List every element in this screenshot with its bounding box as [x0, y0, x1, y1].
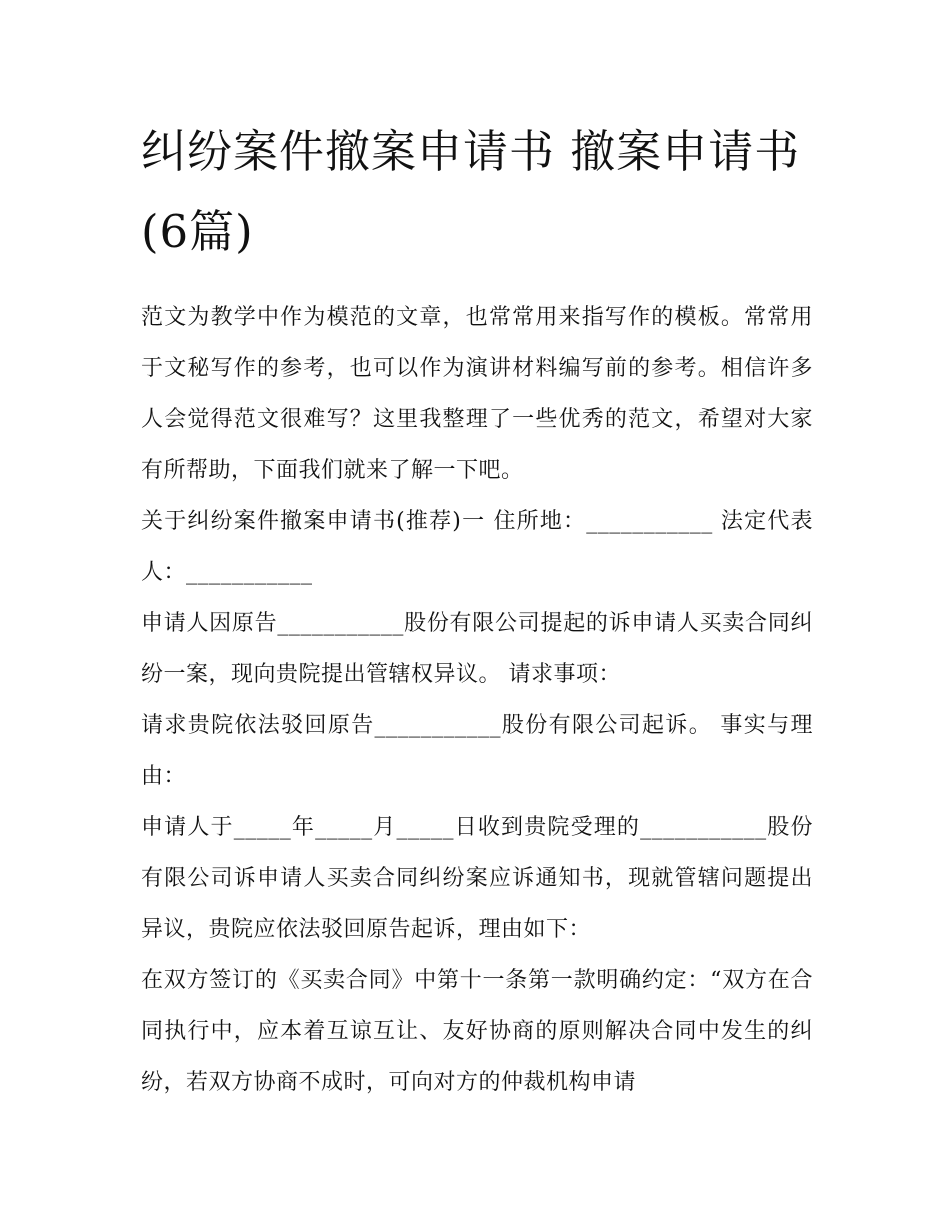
paragraph-contract-clause: 在双方签订的《买卖合同》中第十一条第一款明确约定：“双方在合同执行中，应本着互谅互让、友好协商的原则解决合同中发生的纠纷，若双方协商不成时，可向对方的仲裁机构申请	[141, 968, 813, 1095]
paragraph-intro: 范文为教学中作为模范的文章，也常常用来指写作的模板。常常用于文秘写作的参考，也可以作为演讲材料编写前的参考。相信许多人会觉得范文很难写？这里我整理了一些优秀的范文，希望对大家有所帮助，下面我们就来了解一下吧。	[141, 305, 813, 483]
paragraph-address: 关于纠纷案件撤案申请书(推荐)一 住所地：___________ 法定代表人：___________	[141, 509, 813, 585]
paragraph-request-reason: 申请人因原告___________股份有限公司提起的诉申请人买卖合同纠纷一案，现向贵院提出管辖权异议。 请求事项：	[141, 611, 813, 687]
paragraph-facts: 申请人于_____年_____月_____日收到贵院受理的___________股份有限公司诉申请人买卖合同纠纷案应诉通知书，现就管辖问题提出异议，贵院应依法驳回原告起诉，理由如下：	[141, 815, 813, 942]
paragraph-request-item: 请求贵院依法驳回原告___________股份有限公司起诉。 事实与理由：	[141, 713, 813, 789]
document-title: 纠纷案件撤案申请书 撤案申请书(6篇)	[141, 125, 801, 258]
document-body	[141, 112, 813, 1108]
